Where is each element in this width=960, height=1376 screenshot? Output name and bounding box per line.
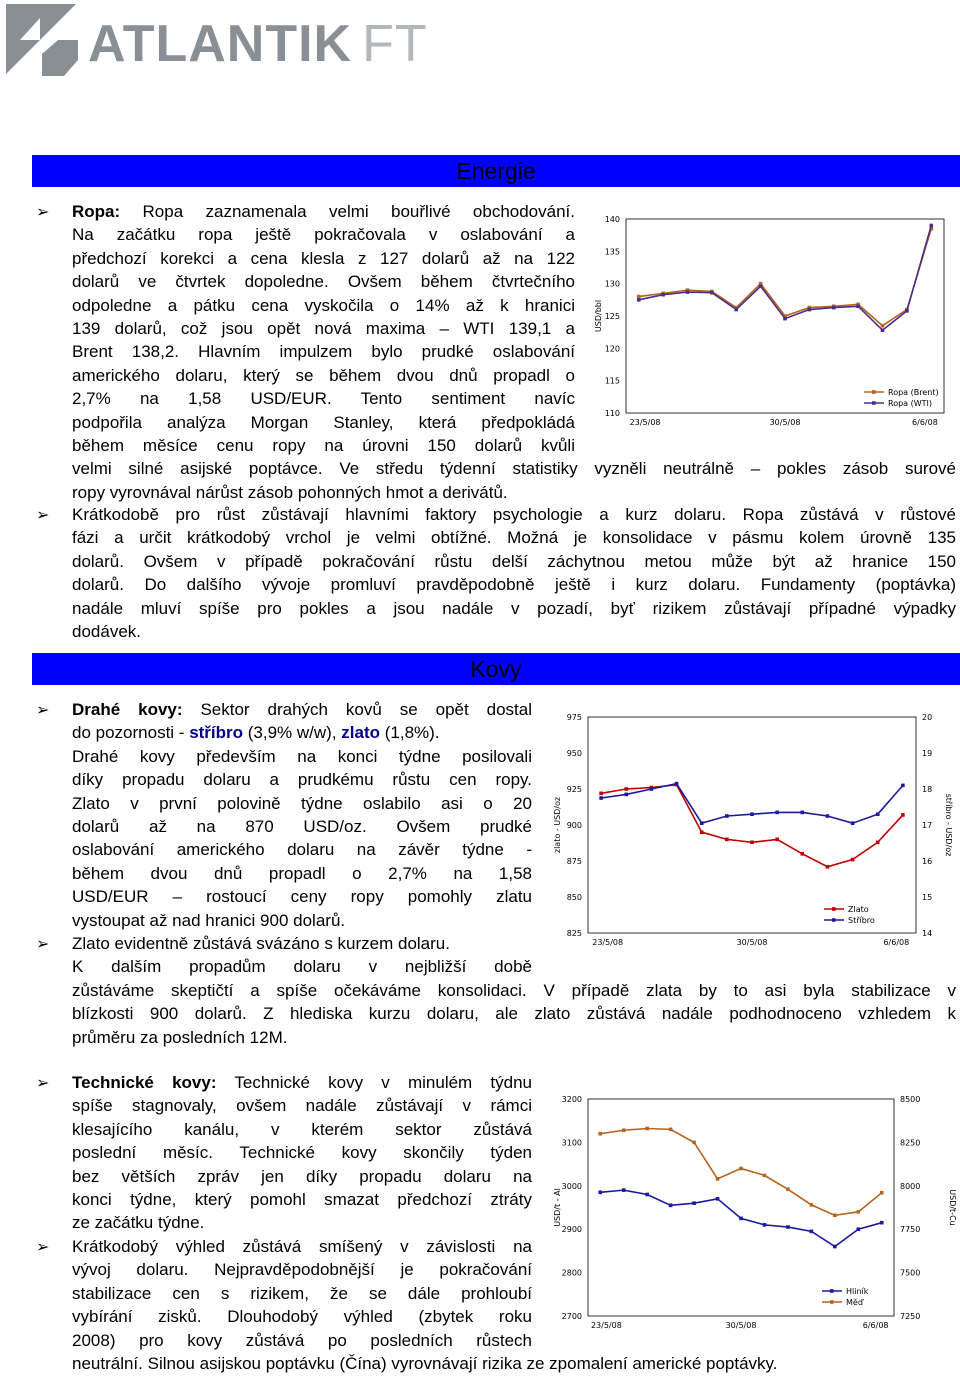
legend-marker (830, 1289, 834, 1293)
y-tick-label: 975 (566, 713, 582, 722)
data-point (856, 305, 860, 309)
y2-tick-label: 7750 (900, 1225, 921, 1235)
bullet-arrow-icon: ➢ (36, 1075, 50, 1092)
data-point (880, 1191, 884, 1195)
y2-tick-label: 16 (922, 857, 933, 866)
y-tick-label: 2900 (561, 1225, 582, 1235)
data-point (876, 812, 880, 816)
legend-marker (872, 401, 876, 405)
data-point (716, 1197, 720, 1201)
bullet-arrow-icon: ➢ (36, 204, 50, 221)
energy-paragraph-2: Krátkodobě pro růst zůstávají hlavními faktory psychologie a kurz dolaru. Ropa zůstává v růstové fázi a určit krátkodobý vrchol je velmi obtížné. Možná je konsolidace v pásmu kolem úrovně 135 dolarů. Ovšem v případě pokračování růstu delší záchytnou metou může být až hranice 150 dolarů. Do dalšího vývoje promluví pravděpodobně ještě i kurz dolaru. Fundamenty (poptávka) nadále mluví spíše pro pokles a jsou nadále v pozadí, byť rizikem zůstávají případné výpadky dodávek. (72, 505, 956, 642)
series-line-2 (601, 784, 903, 824)
y-tick-label: 130 (604, 279, 620, 289)
data-point (734, 308, 738, 312)
y2-tick-label: 17 (922, 821, 933, 830)
legend-marker (830, 1300, 834, 1304)
data-point (599, 796, 603, 800)
legend-marker (872, 390, 876, 394)
y-tick-label: 120 (604, 344, 620, 354)
data-point (881, 324, 885, 328)
data-point (750, 840, 754, 844)
y-tick-label: 135 (604, 247, 620, 257)
data-point (876, 840, 880, 844)
x-tick-label: 6/6/08 (883, 938, 910, 947)
y2-axis-title: stříbro - USD/oz (944, 793, 953, 857)
data-point (650, 787, 654, 791)
data-point (800, 852, 804, 856)
data-point (833, 1214, 837, 1218)
y-tick-label: 115 (604, 376, 620, 386)
section-heading-energy: Energie (32, 155, 960, 187)
y-tick-label: 2700 (561, 1312, 582, 1321)
y-tick-label: 3100 (561, 1138, 582, 1148)
data-point (851, 858, 855, 862)
data-point (750, 812, 754, 816)
y-tick-label: 850 (566, 893, 582, 902)
data-point (832, 306, 836, 310)
data-point (901, 813, 905, 817)
legend-label: Měď (846, 1298, 863, 1307)
data-point (710, 291, 714, 295)
y2-tick-label: 20 (922, 713, 933, 722)
data-point (759, 284, 763, 288)
data-point (645, 1193, 649, 1197)
data-point (775, 838, 779, 842)
bullet-arrow-icon: ➢ (36, 507, 50, 524)
metals-paragraph-1: Drahé kovy: Sektor drahých kovů se opět dostal do pozornosti - stříbro (3,9% w/w), zlato (1,8%). Drahé kovy především na konci týdne posilovali díky propadu dolaru a prudkému růstu cen ropy. Zlato v první polovině týdne oslabilo asi o 20 dolarů až na 870 USD/oz. Ovšem prudké oslabování amerického dolaru na závěr týdne - během dvou dnů propadl o 2,7% na 1,58 USD/EUR – rostoucí ceny ropy pomohly zlatu vystoupat až nad hranici 900 dolarů. (72, 700, 533, 930)
y-tick-label: 875 (566, 857, 582, 866)
data-point (725, 814, 729, 818)
data-point (857, 1227, 861, 1231)
data-point (624, 793, 628, 797)
y2-tick-label: 14 (922, 929, 933, 938)
bullet-arrow-icon: ➢ (36, 936, 50, 953)
chart-aluminium-copper (552, 1087, 960, 1337)
y2-axis-title: USD/t-Cu (948, 1189, 957, 1226)
y-axis-title: zlato - USD/oz (553, 796, 562, 854)
data-point (929, 224, 933, 228)
x-tick-label: 30/5/08 (769, 418, 801, 427)
data-point (686, 290, 690, 294)
logo-mark-icon (6, 4, 78, 76)
y2-tick-label: 15 (922, 893, 933, 902)
y-axis-title: USD/bbl (594, 299, 603, 333)
x-tick-label: 6/6/08 (912, 418, 938, 427)
legend-label: Hliník (846, 1287, 869, 1296)
data-point (598, 1191, 602, 1195)
y-tick-label: 825 (566, 929, 582, 938)
data-point (637, 298, 641, 302)
chart-oil-prices (592, 205, 958, 435)
data-point (786, 1225, 790, 1229)
legend-label: Stříbro (848, 916, 875, 925)
metals-paragraph-2: Zlato evidentně zůstává svázáno s kurzem dolaru. K dalším propadům dolaru v nejbližší době zůstáváme skeptičtí a spíše očekáváme konsolidaci. V případě zlata by to asi byla stabilizace v blízkosti 900 dolarů. Z hlediska kurzu dolaru, ale zlato zůstává nadále podhodnoceno vzhledem k průměru za posledních 12M. (72, 934, 956, 1047)
y2-tick-label: 7250 (900, 1312, 921, 1321)
y-axis-title: USD/t - Al (553, 1188, 562, 1227)
x-tick-label: 23/5/08 (590, 1321, 622, 1330)
bullet-arrow-icon: ➢ (36, 702, 50, 719)
plot-area (588, 717, 916, 933)
section-heading-metals: Kovy (32, 653, 960, 685)
x-tick-label: 30/5/08 (736, 938, 768, 947)
y2-tick-label: 8250 (900, 1138, 921, 1148)
data-point (810, 1230, 814, 1234)
data-point (645, 1127, 649, 1131)
x-tick-label: 6/6/08 (862, 1321, 889, 1330)
legend-label: Ropa (Brent) (888, 388, 939, 397)
legend-marker (832, 907, 836, 911)
x-tick-label: 30/5/08 (725, 1321, 757, 1330)
data-point (905, 309, 909, 313)
data-point (692, 1201, 696, 1205)
data-point (763, 1174, 767, 1178)
y2-tick-label: 8500 (900, 1095, 921, 1104)
y-tick-label: 110 (604, 409, 620, 418)
y-tick-label: 950 (566, 749, 582, 758)
y2-tick-label: 18 (922, 785, 933, 794)
data-point (598, 1132, 602, 1136)
data-point (826, 814, 830, 818)
y-tick-label: 125 (604, 312, 620, 321)
logo-wordmark: ATLANTIK FT (88, 15, 428, 73)
metals-paragraph-4: Krátkodobý výhled zůstává smíšený v závislosti na vývoj dolaru. Nejpravděpodobnější je pokračování stabilizace cen s rizikem, že se dále prohloubí vybírání zisků. Dlouhodobý výhled (zbytek roku 2008) pro kovy zůstává po posledních růstech neutrální. Silnou asijskou poptávku (Čína) vyrovnávají rizika ze zpomalení americké poptávky. (72, 1237, 778, 1374)
data-point (716, 1177, 720, 1181)
metals-paragraph-3: Technické kovy: Technické kovy v minulém týdnu spíše stagnovaly, ovšem nadále zůstávají v rámci klesajícího kanálu, v kterém sektor zůstává poslední měsíc. Technické kovy skončily týden bez větších zpráv jen díky propadu dolaru na konci týdne, který pomohl smazat předchozí ztráty ze začátku týdne. (72, 1073, 532, 1233)
data-point (725, 838, 729, 842)
data-point (739, 1167, 743, 1171)
data-point (622, 1128, 626, 1132)
data-point (763, 1223, 767, 1227)
data-point (810, 1203, 814, 1207)
y2-tick-label: 19 (922, 749, 933, 758)
legend-label: Zlato (848, 905, 869, 914)
y2-tick-label: 7500 (900, 1268, 921, 1278)
data-point (775, 811, 779, 815)
chart-gold-silver (554, 705, 960, 957)
data-point (808, 308, 812, 312)
plot-area (588, 1099, 894, 1316)
data-point (622, 1188, 626, 1192)
y-tick-label: 3000 (561, 1181, 582, 1191)
data-point (901, 784, 905, 788)
x-tick-label: 23/5/08 (592, 938, 624, 947)
series-line-1 (639, 229, 932, 326)
data-point (826, 865, 830, 869)
data-point (669, 1128, 673, 1132)
data-point (669, 1204, 673, 1208)
energy-paragraph-1: Ropa: Ropa zaznamenala velmi bouřlivé obchodování. Na začátku ropa ještě pokračovala v oslabování a předchozí korekci a cena klesla z 127 dolarů až na 122 dolarů ve čtvrtek dopoledne. Ovšem během čtvrtečního odpoledne a pátku cena vyskočila o 14% až k hranici 139 dolarů, což jsou opět nová maxima – WTI 139,1 a Brent 138,2. Hlavním impulzem bylo prudké oslabování amerického dolaru, který se během dvou dnů propadl o 2,7% na 1,58 USD/EUR. Tento sentiment navíc podpořila analýza Morgan Stanley, která předpokládá během měsíce cenu ropy na úrovni 150 dolarů kvůli velmi silné asijské poptávce. Ve středu týdenní statistiky vyzněli neutrálně – pokles zásob surové ropy vyrovnával nárůst zásob pohonných hmot a derivátů. (72, 202, 956, 502)
data-point (599, 792, 603, 796)
y2-tick-label: 8000 (900, 1181, 921, 1191)
y-tick-label: 925 (566, 785, 582, 794)
data-point (637, 295, 641, 299)
data-point (857, 1210, 861, 1214)
data-point (700, 821, 704, 825)
data-point (786, 1187, 790, 1191)
data-point (800, 811, 804, 815)
series-line-2 (600, 1129, 882, 1216)
data-point (692, 1141, 696, 1145)
data-point (851, 821, 855, 825)
data-point (880, 1221, 884, 1225)
data-point (739, 1217, 743, 1221)
data-point (881, 328, 885, 332)
y-tick-label: 3200 (561, 1095, 582, 1104)
bullet-arrow-icon: ➢ (36, 1239, 50, 1256)
data-point (700, 830, 704, 834)
legend-marker (832, 918, 836, 922)
data-point (675, 782, 679, 786)
legend-label: Ropa (WTI) (888, 399, 933, 408)
y-tick-label: 2800 (561, 1268, 582, 1278)
data-point (833, 1245, 837, 1249)
series-line-1 (601, 785, 903, 867)
y-tick-label: 140 (604, 215, 620, 224)
y-tick-label: 900 (566, 821, 582, 830)
data-point (783, 317, 787, 321)
data-point (661, 293, 665, 297)
data-point (624, 787, 628, 791)
x-tick-label: 23/5/08 (629, 418, 661, 427)
